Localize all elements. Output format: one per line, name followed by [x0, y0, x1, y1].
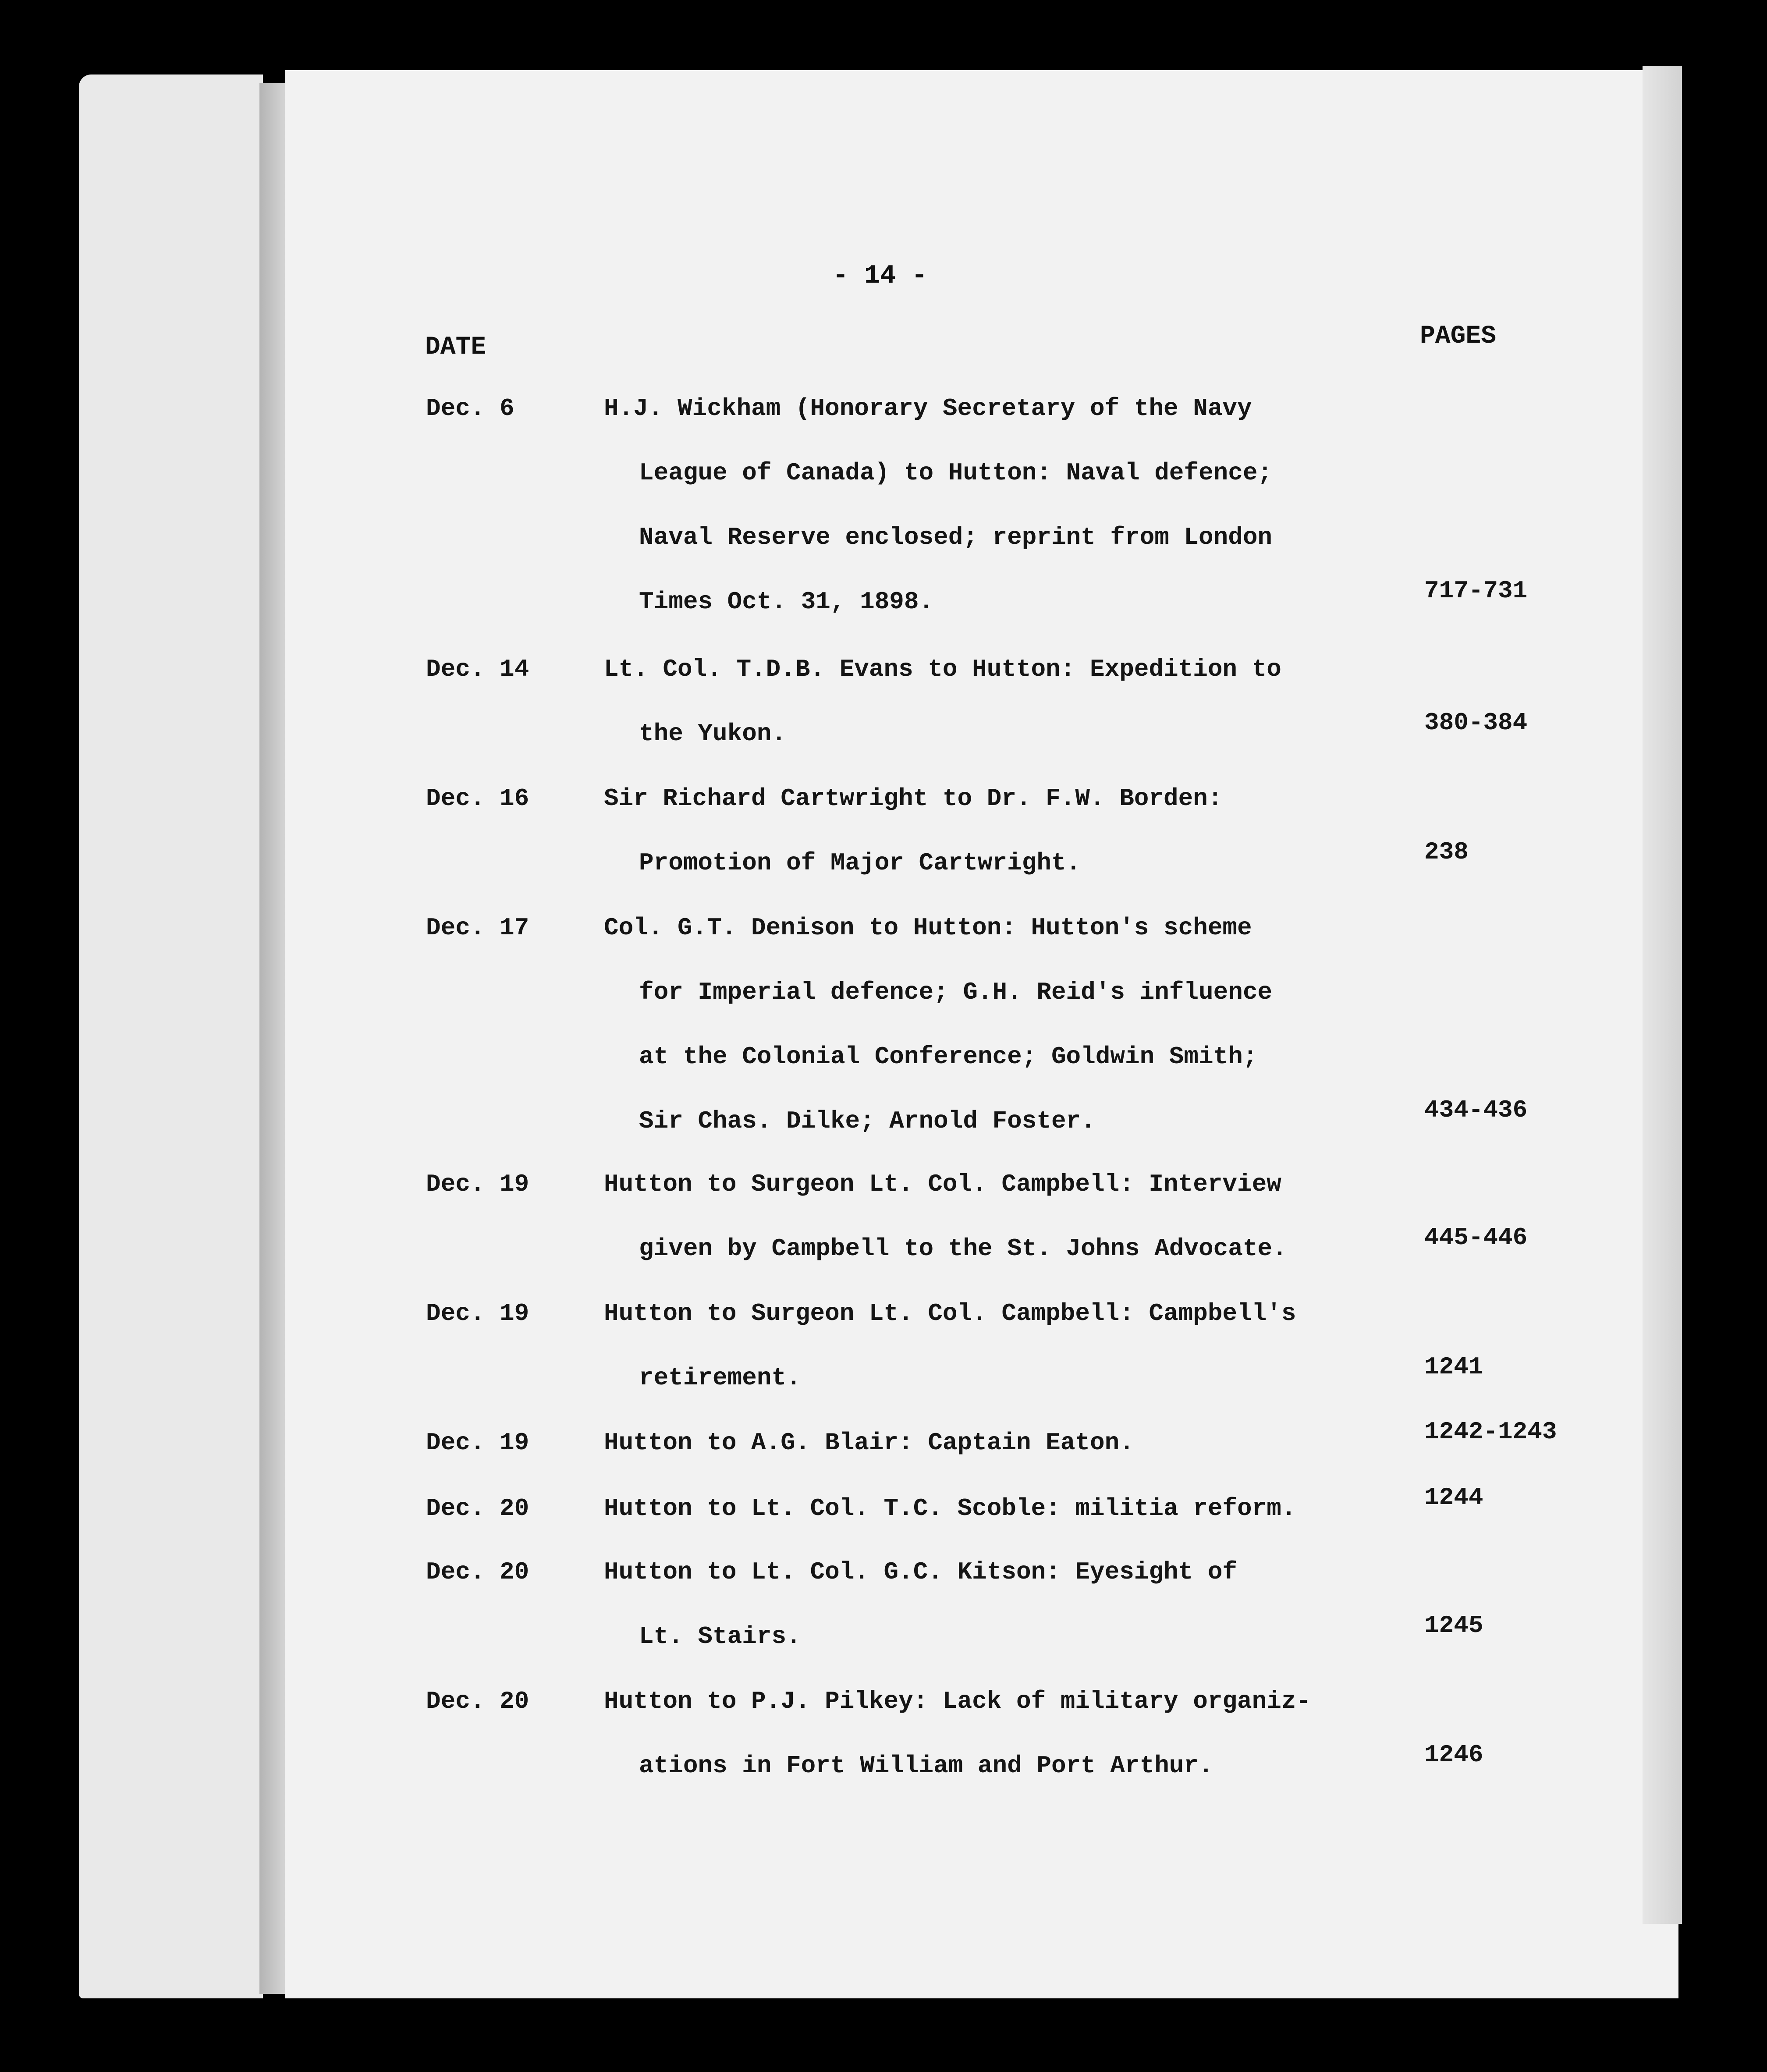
entry-description: [604, 655, 1463, 784]
entry-description-line: Times Oct. 31, 1898.: [639, 588, 934, 616]
entry-description: [604, 394, 1463, 652]
entry-pages: 238: [1424, 838, 1469, 866]
entry-description: [604, 784, 1463, 913]
entry-description-line: Lt. Stairs.: [639, 1622, 801, 1650]
entry-pages: 1242-1243: [1424, 1418, 1557, 1446]
entry-pages: 717-731: [1424, 577, 1528, 605]
entry-description-line: H.J. Wickham (Honorary Secretary of the Navy: [604, 394, 1252, 422]
entry-description: [604, 1558, 1463, 1687]
entry-description: [604, 1429, 1463, 1493]
entry-date: Dec. 20: [426, 1558, 529, 1586]
entry-description-line: Hutton to Surgeon Lt. Col. Campbell: Campbell's: [604, 1299, 1296, 1327]
entry-date: Dec. 19: [426, 1429, 529, 1457]
entry-description-line: Lt. Col. T.D.B. Evans to Hutton: Expedition to: [604, 655, 1281, 683]
entry-description-line: Naval Reserve enclosed; reprint from London: [639, 523, 1273, 551]
column-header-pages: PAGES: [1420, 322, 1497, 351]
entry-description-line: at the Colonial Conference; Goldwin Smith;: [639, 1043, 1258, 1071]
entry-description-line: Promotion of Major Cartwright.: [639, 849, 1081, 877]
entry-description: [604, 1494, 1463, 1559]
left-page-edge: [79, 75, 263, 1998]
entry-pages: 445-446: [1424, 1224, 1528, 1252]
entry-date: Dec. 14: [426, 655, 529, 683]
right-page-edge: [1643, 66, 1682, 1924]
entry-pages: 1244: [1424, 1483, 1483, 1511]
entry-date: Dec. 19: [426, 1299, 529, 1327]
entry-description: [604, 1170, 1463, 1299]
entry-description-line: for Imperial defence; G.H. Reid's influence: [639, 978, 1273, 1006]
entry-pages: 434-436: [1424, 1096, 1528, 1124]
entry-description-line: Sir Chas. Dilke; Arnold Foster.: [639, 1107, 1096, 1135]
entry-pages: 1241: [1424, 1353, 1483, 1381]
entry-description-line: ations in Fort William and Port Arthur.: [639, 1752, 1213, 1780]
entry-description-line: Hutton to A.G. Blair: Captain Eaton.: [604, 1429, 1134, 1457]
entry-description-line: the Yukon.: [639, 720, 787, 748]
entry-description-line: retirement.: [639, 1364, 801, 1392]
entry-description-line: Hutton to P.J. Pilkey: Lack of military organiz-: [604, 1687, 1311, 1715]
entry-pages: 1246: [1424, 1741, 1483, 1769]
entry-description: [604, 1687, 1463, 1816]
entry-pages: 380-384: [1424, 709, 1528, 737]
entry-description-line: Hutton to Lt. Col. T.C. Scoble: militia reform.: [604, 1494, 1296, 1522]
entry-description-line: Hutton to Surgeon Lt. Col. Campbell: Interview: [604, 1170, 1281, 1198]
entry-description: [604, 914, 1463, 1171]
entry-date: Dec. 20: [426, 1687, 529, 1715]
entry-pages: 1245: [1424, 1611, 1483, 1639]
entry-description-line: League of Canada) to Hutton: Naval defence;: [639, 459, 1273, 487]
entry-description-line: given by Campbell to the St. Johns Advocate.: [639, 1235, 1287, 1263]
entry-description: [604, 1299, 1463, 1428]
entry-description-line: Col. G.T. Denison to Hutton: Hutton's scheme: [604, 914, 1252, 942]
entry-date: Dec. 19: [426, 1170, 529, 1198]
book-gutter: [259, 83, 287, 1994]
column-header-date: DATE: [425, 333, 486, 362]
entry-description-line: Hutton to Lt. Col. G.C. Kitson: Eyesight of: [604, 1558, 1238, 1586]
entry-description-line: Sir Richard Cartwright to Dr. F.W. Borden:: [604, 784, 1223, 812]
entry-date: Dec. 17: [426, 914, 529, 942]
page-number: - 14 -: [833, 261, 928, 291]
entry-date: Dec. 6: [426, 394, 514, 422]
entry-date: Dec. 16: [426, 784, 529, 812]
entry-date: Dec. 20: [426, 1494, 529, 1522]
